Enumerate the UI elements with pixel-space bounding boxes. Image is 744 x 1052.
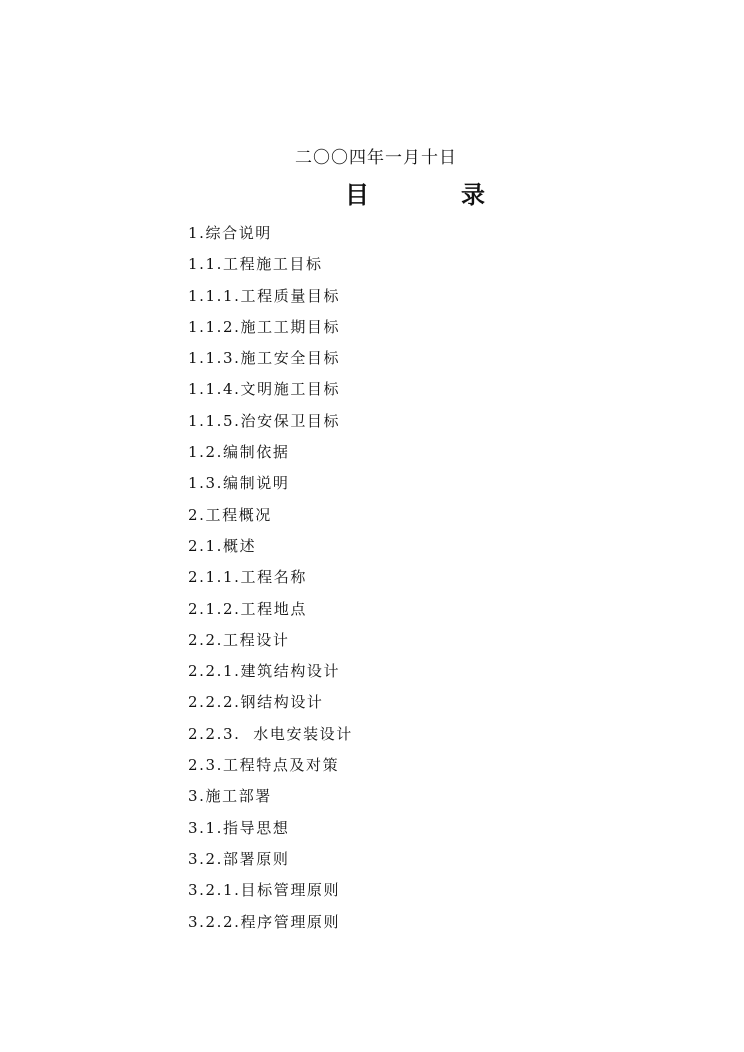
toc-title-char-1: 目 (345, 181, 369, 209)
toc-entry: 2.2.1.建筑结构设计 (188, 662, 341, 681)
toc-entry: 1.3.编制说明 (188, 474, 290, 493)
toc-entry: 2.2.3. 水电安装设计 (188, 724, 353, 743)
toc-entry: 2.2.2.钢结构设计 (188, 693, 324, 712)
toc-entry: 1.综合说明 (188, 224, 272, 242)
toc-entry: 1.1.2.施工工期目标 (188, 317, 341, 336)
toc-entry: 3.1.指导思想 (188, 818, 290, 837)
toc-entry: 1.1.1.工程质量目标 (188, 286, 341, 305)
toc-entry: 3.2.部署原则 (188, 849, 290, 868)
toc-entry: 1.1.3.施工安全目标 (188, 349, 341, 368)
toc-list (188, 220, 353, 940)
toc-title-char-2: 录 (461, 181, 485, 209)
toc-entry: 1.1.5.治安保卫目标 (188, 411, 341, 430)
toc-entry: 1.1.4.文明施工目标 (188, 380, 341, 399)
toc-entry: 2.1.1.工程名称 (188, 568, 307, 587)
toc-entry: 3.2.1.目标管理原则 (188, 881, 341, 900)
toc-entry: 2.1.2.工程地点 (188, 599, 307, 618)
toc-entry: 2.3.工程特点及对策 (188, 756, 340, 775)
toc-entry: 2.2.工程设计 (188, 630, 290, 649)
toc-entry: 2.1.概述 (188, 536, 257, 555)
toc-entry: 1.2.编制依据 (188, 443, 290, 462)
toc-entry: 1.1.工程施工目标 (188, 255, 323, 274)
toc-title (345, 178, 485, 212)
toc-entry: 2.工程概况 (188, 505, 272, 524)
document-date: 二〇〇四年一月十日 (295, 148, 457, 168)
toc-entry: 3.施工部署 (188, 787, 272, 806)
toc-entry: 3.2.2.程序管理原则 (188, 912, 341, 931)
